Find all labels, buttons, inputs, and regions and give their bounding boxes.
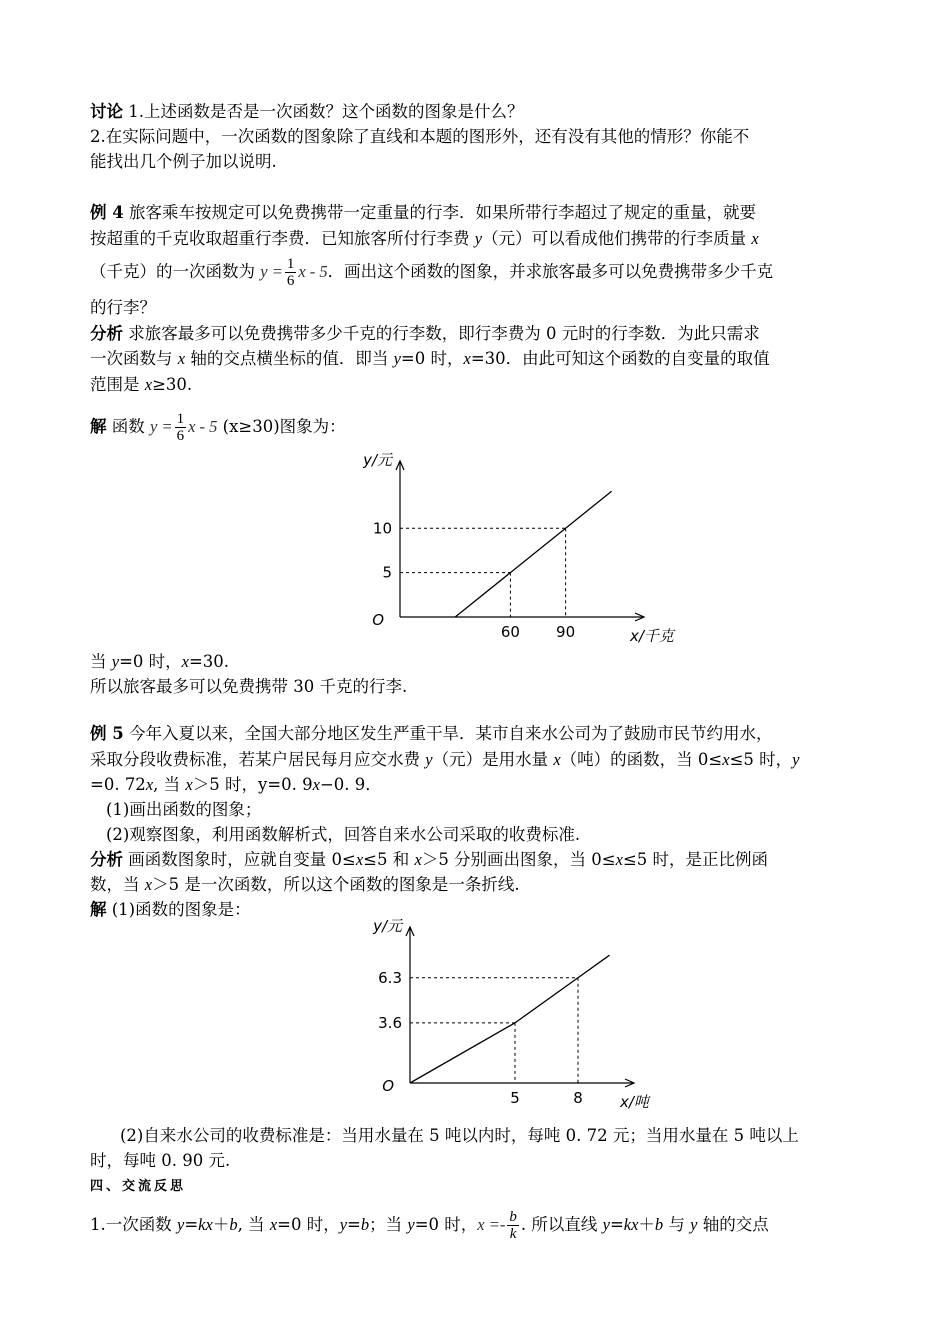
fraction-numerator: 1 xyxy=(286,256,295,272)
var-y: y xyxy=(690,1215,698,1234)
water-fee-chart-svg xyxy=(355,917,649,1118)
example4-label: 例 4 xyxy=(90,203,124,222)
example4-analysis-1 xyxy=(90,322,870,346)
example5-text-3a: =0. 72 xyxy=(90,775,146,794)
x-tick-label: 5 xyxy=(510,1089,520,1107)
discussion-q2a: 2.在实际问题中，一次函数的图象除了直线和本题的图形外，还有没有其他的情形？你能不 xyxy=(90,127,750,146)
var-y: y xyxy=(602,1215,610,1234)
x-tick-label: 60 xyxy=(500,623,520,641)
x-tick-label: 90 xyxy=(556,623,576,641)
conclusion-text-b: =0 时， xyxy=(119,652,182,671)
series-line xyxy=(410,955,610,1083)
example5-text-3d: y=0. 9 xyxy=(257,775,313,794)
solution-label: 解 xyxy=(90,417,107,436)
var-x: x xyxy=(181,652,189,671)
var-x: x xyxy=(615,850,623,869)
luggage-chart xyxy=(345,445,674,649)
example5-analysis-2 xyxy=(90,873,870,897)
y-axis-label: y/元 xyxy=(363,451,392,469)
var-b: b xyxy=(654,1215,664,1234)
var-x: x xyxy=(553,750,561,769)
sec4-text-c: ＋ xyxy=(638,1215,655,1234)
example5-text-3e: −0. 9． xyxy=(319,775,382,794)
example5-text-2b: （元）是用水量 xyxy=(432,750,554,769)
example5-text-3c: ＞5 时， xyxy=(192,775,258,794)
sec4-text-a: 1.一次函数 xyxy=(90,1215,177,1234)
example4-analysis-3 xyxy=(90,373,870,397)
analysis-label: 分析 xyxy=(90,324,123,343)
fraction-denominator: 6 xyxy=(176,428,185,444)
example4-solution xyxy=(90,411,870,444)
x-axis-label: x/千克 xyxy=(630,627,674,645)
section4-heading: 四、交流反思 xyxy=(90,1179,187,1194)
var-y: y xyxy=(474,229,483,248)
example5-line-3 xyxy=(90,773,870,797)
var-x: x xyxy=(751,229,759,248)
y-tick-label: 3.6 xyxy=(378,1013,402,1032)
example5-line-1 xyxy=(90,722,870,746)
y-tick-label: 5 xyxy=(382,563,392,582)
example4-analysis-2 xyxy=(90,347,870,371)
example4-line-2 xyxy=(90,227,870,251)
example5-label: 例 5 xyxy=(90,724,124,743)
var-x: x xyxy=(185,775,193,794)
var-x: x xyxy=(631,1215,639,1234)
var-b: b xyxy=(360,1215,370,1234)
discussion-q2b: 能找出几个例子加以说明. xyxy=(90,152,277,171)
var-k: k xyxy=(623,1215,632,1234)
example4-text-3b: ．画出这个函数的图象，并求旅客最多可以免费携带多少千克 xyxy=(327,262,774,281)
fraction-denominator: 6 xyxy=(286,273,295,289)
sec4-text-l: 轴的交点 xyxy=(697,1215,769,1234)
var-x: x xyxy=(269,1215,278,1234)
analysis-text-1a: 画函数图象时，应就自变量 0≤ xyxy=(123,850,356,869)
discussion-q1: 1.上述函数是否是一次函数？这个函数的图象是什么？ xyxy=(123,102,524,121)
var-x: x xyxy=(177,349,186,368)
example4-line-1 xyxy=(90,201,870,225)
fraction-numerator: 1 xyxy=(176,411,185,427)
luggage-chart-svg xyxy=(345,445,674,645)
example5-text-2a: 采取分段收费标准，若某户居民每月应交水费 xyxy=(90,750,426,769)
sec4-text-b: = xyxy=(184,1215,199,1234)
analysis-text-3b: ≥30. xyxy=(152,375,193,394)
fraction-one-sixth xyxy=(175,411,187,444)
sec4-text-g: ；当 xyxy=(369,1215,408,1234)
origin-label: O xyxy=(382,1077,394,1095)
analysis-text-2a: 一次函数与 xyxy=(90,349,178,368)
analysis-text-1c: ＞5 分别画出图象，当 0≤ xyxy=(421,850,616,869)
fraction-b-over-k xyxy=(507,1209,519,1242)
section4-line-1 xyxy=(90,1209,870,1242)
sec4-text-f: = xyxy=(347,1215,361,1234)
analysis-text-2b: 轴的交点横坐标的值．即当 xyxy=(185,349,394,368)
y-axis-label: y/元 xyxy=(373,917,402,935)
var-x: x xyxy=(144,875,153,894)
fraction-one-sixth xyxy=(285,256,297,289)
formula-rhs: x - 5 xyxy=(188,417,218,436)
discussion-label: 讨论 xyxy=(90,102,123,121)
var-x: x xyxy=(722,750,730,769)
x-tick-label: 8 xyxy=(573,1089,583,1107)
analysis-text-1: 求旅客最多可以免费携带多少千克的行李数，即行李费为 0 元时的行李数．为此只需求 xyxy=(123,324,760,343)
var-y: y xyxy=(393,349,401,368)
example5-line-2 xyxy=(90,748,870,772)
example4-text-1: 旅客乘车按规定可以免费携带一定重量的行李．如果所带行李超过了规定的重量，就要 xyxy=(123,203,756,222)
analysis-text-2b: ＞5 是一次函数，所以这个函数的图象是一条折线. xyxy=(152,875,520,894)
sec4-text-k: 与 xyxy=(663,1215,691,1234)
example5-analysis-1 xyxy=(90,848,870,872)
var-y: y xyxy=(425,750,433,769)
var-y: y xyxy=(339,1215,348,1234)
solution-text-b: (x≥30)图象为： xyxy=(217,417,346,436)
example5-text-1: 今年入夏以来，全国大部分地区发生严重干旱．某市自来水公司为了鼓励市民节约用水， xyxy=(123,724,773,743)
analysis-text-1b: ≤5 和 xyxy=(363,850,415,869)
analysis-label: 分析 xyxy=(90,850,123,869)
example4-conclusion-1 xyxy=(90,650,870,674)
var-k: k xyxy=(198,1215,206,1234)
var-b: b xyxy=(229,1215,238,1234)
analysis-text-3a: 范围是 xyxy=(90,375,145,394)
var-x: x xyxy=(414,850,422,869)
var-x: x xyxy=(145,775,154,794)
solution-text-1: (1)函数的图象是： xyxy=(106,900,251,919)
solution-label: 解 xyxy=(90,900,107,919)
analysis-text-2a: 数，当 xyxy=(90,875,145,894)
sec4-text-h: =0 时， xyxy=(414,1215,478,1234)
example4-text-2a: 按超重的千克收取超重行李费．已知旅客所付行李费 xyxy=(90,229,475,248)
fraction-numerator: b xyxy=(509,1209,517,1225)
example5-text-3b: , 当 xyxy=(153,775,186,794)
example5-item-2: (2)观察图象，利用函数解析式，回答自来水公司采取的收费标准. xyxy=(106,825,581,844)
water-fee-chart xyxy=(355,917,649,1122)
example5-item-1: (1)画出函数的图象； xyxy=(106,800,262,819)
series-line xyxy=(455,491,611,617)
fraction-denominator: k xyxy=(509,1226,517,1242)
example4-conclusion-2: 所以旅客最多可以免费携带 30 千克的行李. xyxy=(90,677,408,696)
sec4-text-j: . 所以直线 xyxy=(520,1215,603,1234)
formula-lhs: y = xyxy=(150,417,173,436)
sec4-text-b: = xyxy=(609,1215,624,1234)
solution-text-a: 函数 xyxy=(106,417,150,436)
var-y: y xyxy=(177,1215,185,1234)
sec4-formula-x: x =- xyxy=(477,1215,506,1234)
origin-label: O xyxy=(372,611,384,629)
y-tick-label: 10 xyxy=(372,519,392,538)
var-y: y xyxy=(407,1215,415,1234)
sec4-text-d: , 当 xyxy=(237,1215,270,1234)
example4-text-3a: （千克）的一次函数为 xyxy=(90,262,261,281)
var-y: y xyxy=(111,652,120,671)
example4-line-3 xyxy=(90,256,870,289)
example5-answer-2b: 时，每吨 0. 90 元. xyxy=(90,1151,231,1170)
x-axis-label: x/吨 xyxy=(620,1093,649,1111)
var-x: x xyxy=(355,850,364,869)
sec4-text-c: ＋ xyxy=(212,1215,230,1234)
example5-answer-2a: (2)自来水公司的收费标准是：当用水量在 5 吨以内时，每吨 0. 72 元；当用水量在 5 吨以上 xyxy=(120,1126,799,1145)
analysis-text-2c: =0 时， xyxy=(400,349,464,368)
example4-line-4: 的行李？ xyxy=(90,298,156,317)
formula-rhs: x - 5 xyxy=(298,262,328,281)
formula-lhs: y = xyxy=(260,262,283,281)
var-x: x xyxy=(144,375,153,394)
var-x: x xyxy=(205,1215,213,1234)
analysis-text-2d: =30．由此可知这个函数的自变量的取值 xyxy=(470,349,770,368)
conclusion-text-a: 当 xyxy=(90,652,112,671)
discussion-line-1 xyxy=(90,100,870,124)
example5-text-2c: （吨）的函数，当 0≤ xyxy=(560,750,723,769)
analysis-text-1d: ≤5 时，是正比例函 xyxy=(622,850,769,869)
conclusion-text-c: =30. xyxy=(188,652,230,671)
var-x: x xyxy=(312,775,320,794)
sec4-text-e: =0 时， xyxy=(277,1215,340,1234)
example4-text-2b: （元）可以看成他们携带的行李质量 xyxy=(482,229,752,248)
example5-text-2d: ≤5 时， xyxy=(729,750,793,769)
var-x: x xyxy=(463,349,471,368)
y-tick-label: 6.3 xyxy=(378,968,402,987)
var-y: y xyxy=(792,750,800,769)
